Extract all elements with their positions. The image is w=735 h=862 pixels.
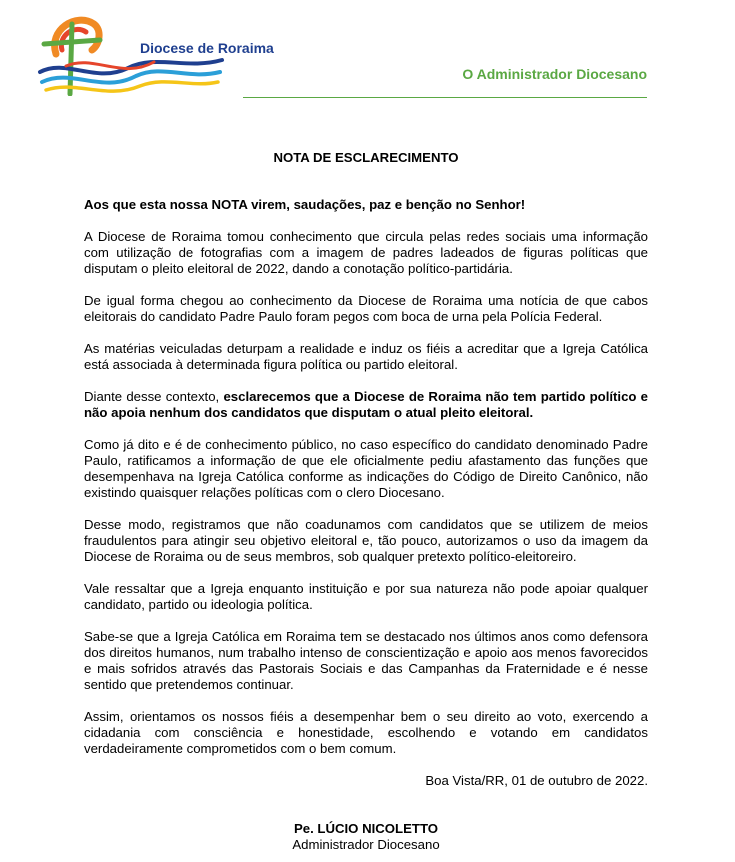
paragraph-4-start: Diante desse contexto, xyxy=(84,389,224,404)
paragraph-7: Vale ressaltar que a Igreja enquanto instituição e por sua natureza não pode apoiar qualquer candidato, partido ou ideologia política. xyxy=(84,581,648,612)
header-divider xyxy=(243,97,647,98)
paragraph-8: Sabe-se que a Igreja Católica em Roraima tem se destacado nos últimos anos como defensora dos direitos humanos, num trabalho intenso de conscientização e apoio aos menos favorecidos e mais sofridos através das Pastorais Sociais e das Campanhas da Fraternidade e é nesse sentido que pretendemos continuar. xyxy=(84,629,648,692)
greeting: Aos que esta nossa NOTA virem, saudações, paz e benção no Senhor! xyxy=(84,197,526,212)
signature-name: Pe. LÚCIO NICOLETTO xyxy=(293,821,439,836)
paragraph-2: De igual forma chegou ao conhecimento da Diocese de Roraima uma notícia de que cabos eleitorais do candidato Padre Paulo foram pegos com boca de urna pela Polícia Federal. xyxy=(84,293,648,324)
paragraph-3: As matérias veiculadas deturpam a realidade e induz os fiéis a acreditar que a Igreja Católica está associada à determinada figura política ou partido eleitoral. xyxy=(84,341,648,372)
paragraph-4 xyxy=(84,389,648,421)
signature-role: Administrador Diocesano xyxy=(292,837,440,852)
diocese-logo xyxy=(36,10,274,96)
header-title: O Administrador Diocesano xyxy=(462,66,647,82)
paragraph-4-emphasis: esclarecemos que a Diocese de Roraima não tem partido político e não apoia nenhum dos candidatos que disputam o atual pleito eleitoral. xyxy=(84,389,648,420)
document-title: NOTA DE ESCLARECIMENTO xyxy=(273,150,459,165)
paragraph-9: Assim, orientamos os nossos fiéis a desempenhar bem o seu direito ao voto, exercendo a cidadania com consciência e honestidade, escolhendo e votando em candidatos verdadeiramente comprometidos com o bem comum. xyxy=(84,709,648,756)
date-line: Boa Vista/RR, 01 de outubro de 2022. xyxy=(425,773,648,788)
paragraph-6: Desse modo, registramos que não coadunamos com candidatos que se utilizem de meios fraudulentos para atingir seu objetivo eleitoral e, tão pouco, autorizamos o uso da imagem da Diocese de Roraima ou de seus membros, sob qualquer pretexto político-eleitoreiro. xyxy=(84,517,648,564)
paragraph-1: A Diocese de Roraima tomou conhecimento que circula pelas redes sociais uma informação com utilização de fotografias com a imagem de padres ladeados de figuras políticas que disputam o pleito eleitoral de 2022, dando a conotação político-partidária. xyxy=(84,229,648,276)
paragraph-5: Como já dito e é de conhecimento público, no caso específico do candidato denominado Padre Paulo, ratificamos a informação de que ele oficialmente pediu afastamento das funções que desempenhava na Igreja Católica conforme as indicações do Código de Direito Canônico, não existindo quaisquer relações políticas com o clero Diocesano. xyxy=(84,437,648,500)
document-body xyxy=(84,150,648,853)
logo-text: Diocese de Roraima xyxy=(140,40,274,56)
